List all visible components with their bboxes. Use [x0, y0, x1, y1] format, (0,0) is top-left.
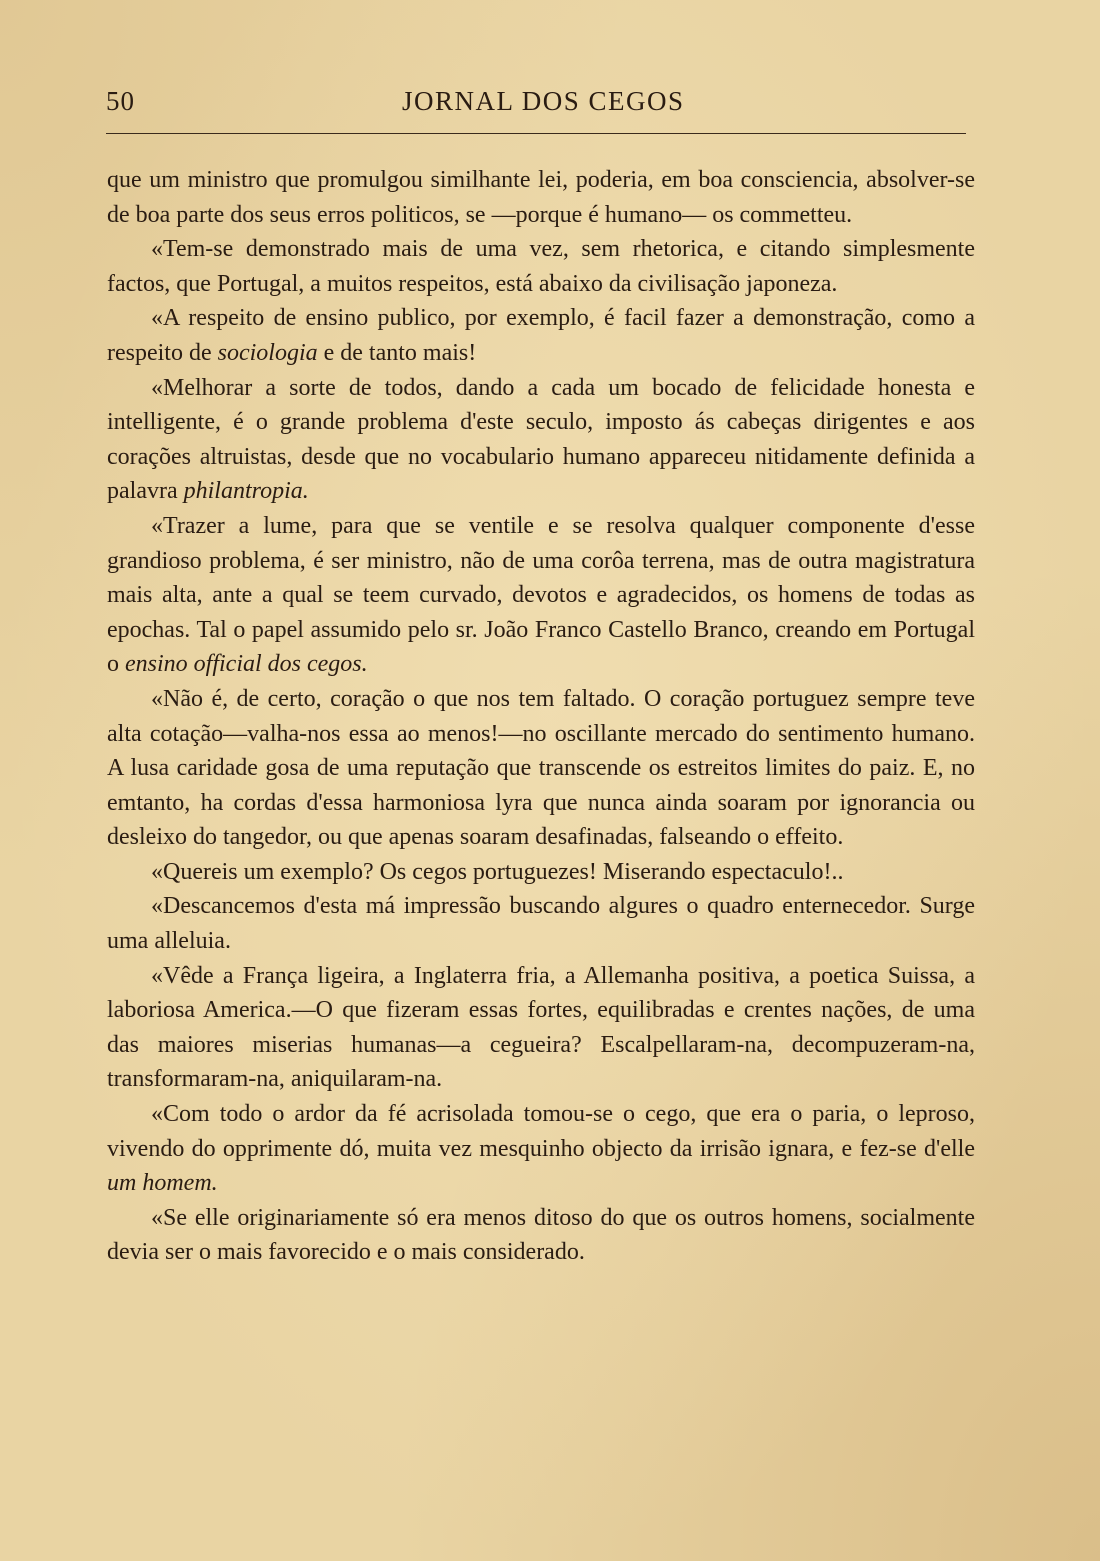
italic-text: um homem. [107, 1170, 218, 1197]
paragraph [107, 1201, 975, 1270]
body-text [107, 163, 975, 1270]
text-run: «A respeito de ensino publico, por exemplo, é facil fazer a demonstração, como a respeito de [107, 305, 975, 366]
italic-text: sociologia [217, 339, 318, 366]
paragraph [107, 301, 975, 370]
page-number: 50 [106, 86, 135, 116]
text-run: que um ministro que promulgou similhante lei, poderia, em boa consciencia, absolver-se de boa parte dos seus erros politicos, se —porque é humano— os commetteu. [107, 167, 975, 228]
text-run: «Tem-se demonstrado mais de uma vez, sem rhetorica, e citando simplesmente factos, que Portugal, a muitos respeitos, está abaixo da civilisação japoneza. [107, 236, 975, 297]
paragraph [107, 509, 975, 682]
text-run: «Vêde a França ligeira, a Inglaterra fria, a Allemanha positiva, a poetica Suissa, a laboriosa America.—O que fizeram essas fortes, equilibradas e crentes nações, de uma das maiores miserias humanas—a cegueira? Escalpellaram-na, decompuzeram-na, transformaram-na, aniquilaram-na. [107, 962, 975, 1093]
text-run: «Melhorar a sorte de todos, dando a cada um bocado de felicidade honesta e intelligente, é o grande problema d'este seculo, imposto ás cabeças dirigentes e aos corações altruistas, desde que no vocabulario humano appareceu nitidamente definida a palavra [107, 374, 975, 505]
paragraph [107, 163, 975, 232]
italic-text: philantropia. [183, 478, 309, 505]
italic-text: ensino official dos cegos. [125, 651, 368, 678]
paragraph [107, 959, 975, 1097]
paragraph [107, 1097, 975, 1201]
paragraph [107, 855, 975, 890]
page-header [106, 86, 966, 126]
header-rule [106, 133, 966, 134]
paragraph [107, 682, 975, 855]
text-run: «Com todo o ardor da fé acrisolada tomou-se o cego, que era o paria, o leproso, vivendo do opprimente dó, muita vez mesquinho objecto da irrisão ignara, e fez-se d'elle [107, 1101, 975, 1162]
text-run: «Não é, de certo, coração o que nos tem faltado. O coração portuguez sempre teve alta cotação—valha-nos essa ao menos!—no oscillante mercado do sentimento humano. A lusa caridade gosa de uma reputação que transcende os estreitos limites do paiz. E, no emtanto, ha cordas d'essa harmoniosa lyra que nunca ainda soaram por ignorancia ou desleixo do tangedor, ou que apenas soaram desafinadas, falseando o effeito. [107, 685, 975, 851]
text-run: «Descancemos d'esta má impressão buscando algures o quadro enternecedor. Surge uma alleluia. [107, 893, 975, 955]
paragraph [107, 889, 975, 958]
paragraph [107, 232, 975, 301]
running-title: JORNAL DOS CEGOS [402, 86, 685, 116]
text-run: «Trazer a lume, para que se ventile e se resolva qualquer componente d'esse grandioso problema, é ser ministro, não de uma corôa terrena, mas de outra magistratura mais alta, ante a qual se teem curvado, devotos e agradecidos, os homens de todas as epochas. Tal o papel assumido pelo sr. João Franco Castello Branco, creando em Portugal o [107, 512, 975, 678]
text-run: «Quereis um exemplo? Os cegos portuguezes! Miserando espectaculo!.. [151, 858, 844, 885]
text-run: e de tanto mais! [317, 339, 477, 366]
paragraph [107, 371, 975, 509]
text-run: «Se elle originariamente só era menos ditoso do que os outros homens, socialmente devia ser o mais favorecido e o mais considerado. [107, 1204, 975, 1266]
